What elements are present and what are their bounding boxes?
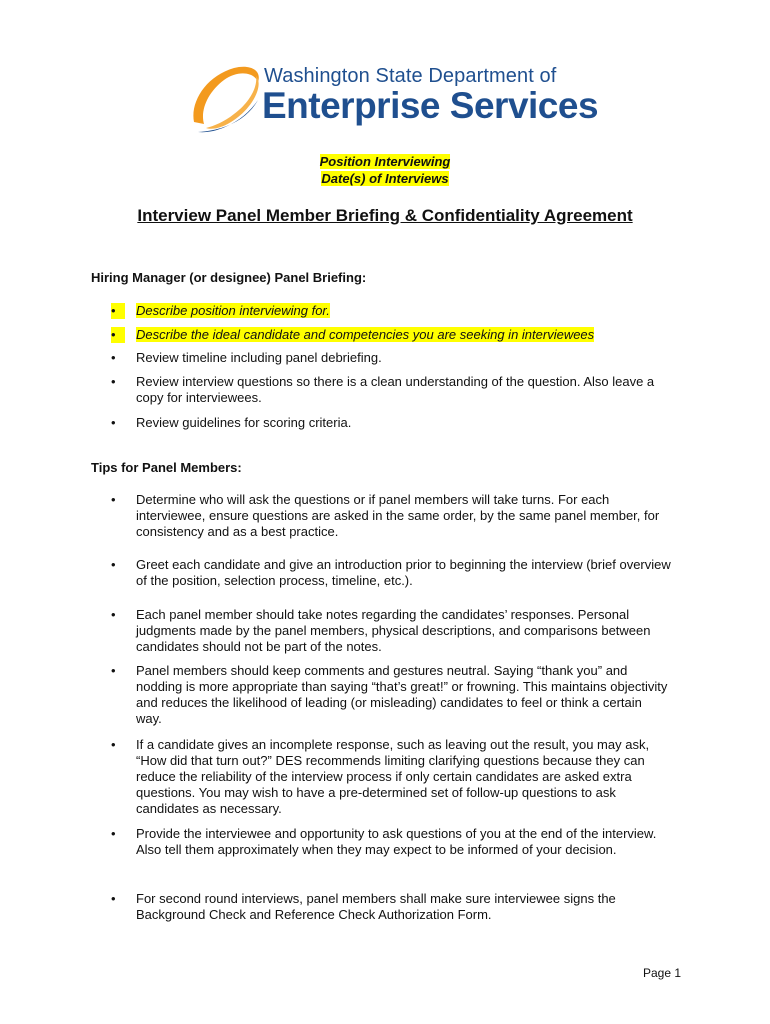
- des-swoosh-icon: [188, 62, 266, 134]
- list-item: [111, 374, 671, 406]
- bullet-icon: •: [111, 492, 116, 507]
- logo-agency-name: Enterprise Services: [262, 85, 599, 126]
- bullet-icon: •: [111, 303, 125, 319]
- bullet-icon: •: [111, 557, 116, 572]
- document-title: Interview Panel Member Briefing & Confidentiality Agreement: [137, 206, 633, 225]
- bullet-icon: •: [111, 663, 116, 678]
- list-item-text: Greet each candidate and give an introduction prior to beginning the interview (brief overview of the position, selection process, timeline, etc.).: [136, 557, 671, 588]
- list-item: [111, 492, 671, 540]
- list-item-text: If a candidate gives an incomplete response, such as leaving out the result, you may ask, “How did that turn out?” DES recommends limiting clarifying questions because they can reduce the reliability of the interview process if only certain candidates are asked extra questions. You may wish to have a pre-determined set of follow-up questions to ask candidates as necessary.: [136, 737, 650, 816]
- page-number: Page 1: [643, 966, 682, 980]
- list-item: [111, 415, 671, 431]
- list-item-text: Determine who will ask the questions or if panel members will take turns. For each interviewee, ensure questions are asked in the same order, by the same panel member, for consistency and as a best practice.: [136, 492, 660, 539]
- list-item: [111, 737, 671, 817]
- list-item-text: Each panel member should take notes regarding the candidates’ responses. Personal judgments made by the panel members, physical descriptions, and comparisons between candidates should not be part of the notes.: [136, 607, 651, 654]
- bullet-icon: •: [111, 415, 116, 430]
- list-item: [111, 350, 671, 366]
- list-item: [111, 303, 671, 319]
- list-item-text: Describe the ideal candidate and competencies you are seeking in interviewees: [136, 327, 595, 342]
- bullet-icon: •: [111, 350, 116, 365]
- list-item: [111, 826, 671, 858]
- list-item: [111, 557, 671, 589]
- position-interviewing-label: Position Interviewing: [319, 154, 451, 169]
- list-item-text: Review interview questions so there is a clean understanding of the question. Also leave a copy for interviewees.: [136, 374, 655, 405]
- list-item-text: Panel members should keep comments and gestures neutral. Saying “thank you” and nodding is more appropriate than saying “that’s great!” or frowning. This maintains objectivity and reduces the likelihood of leading (or misleading) candidates to feel or think a certain way.: [136, 663, 668, 726]
- list-item-text: Provide the interviewee and opportunity to ask questions of you at the end of the interview. Also tell them approximately when they may expect to be informed of your decision.: [136, 826, 657, 857]
- logo-department-line: Washington State Department of: [264, 65, 557, 87]
- interview-dates-label: Date(s) of Interviews: [321, 171, 449, 186]
- list-item: [111, 891, 671, 923]
- list-item: [111, 327, 671, 343]
- bullet-icon: •: [111, 826, 116, 841]
- list-item-text: Review guidelines for scoring criteria.: [136, 415, 352, 430]
- tips-heading: Tips for Panel Members:: [91, 460, 242, 475]
- des-logo: [188, 62, 599, 134]
- list-item-text: For second round interviews, panel members shall make sure interviewee signs the Background Check and Reference Check Authorization Form.: [136, 891, 616, 922]
- bullet-icon: •: [111, 327, 125, 343]
- bullet-icon: •: [111, 607, 116, 622]
- hiring-manager-heading: Hiring Manager (or designee) Panel Briefing:: [91, 270, 367, 285]
- bullet-icon: •: [111, 374, 116, 389]
- list-item-text: Review timeline including panel debriefing.: [136, 350, 382, 365]
- bullet-icon: •: [111, 891, 116, 906]
- position-block: [0, 153, 770, 187]
- bullet-icon: •: [111, 737, 116, 752]
- list-item: [111, 663, 671, 727]
- list-item-text: Describe position interviewing for.: [136, 303, 330, 318]
- list-item: [111, 607, 671, 655]
